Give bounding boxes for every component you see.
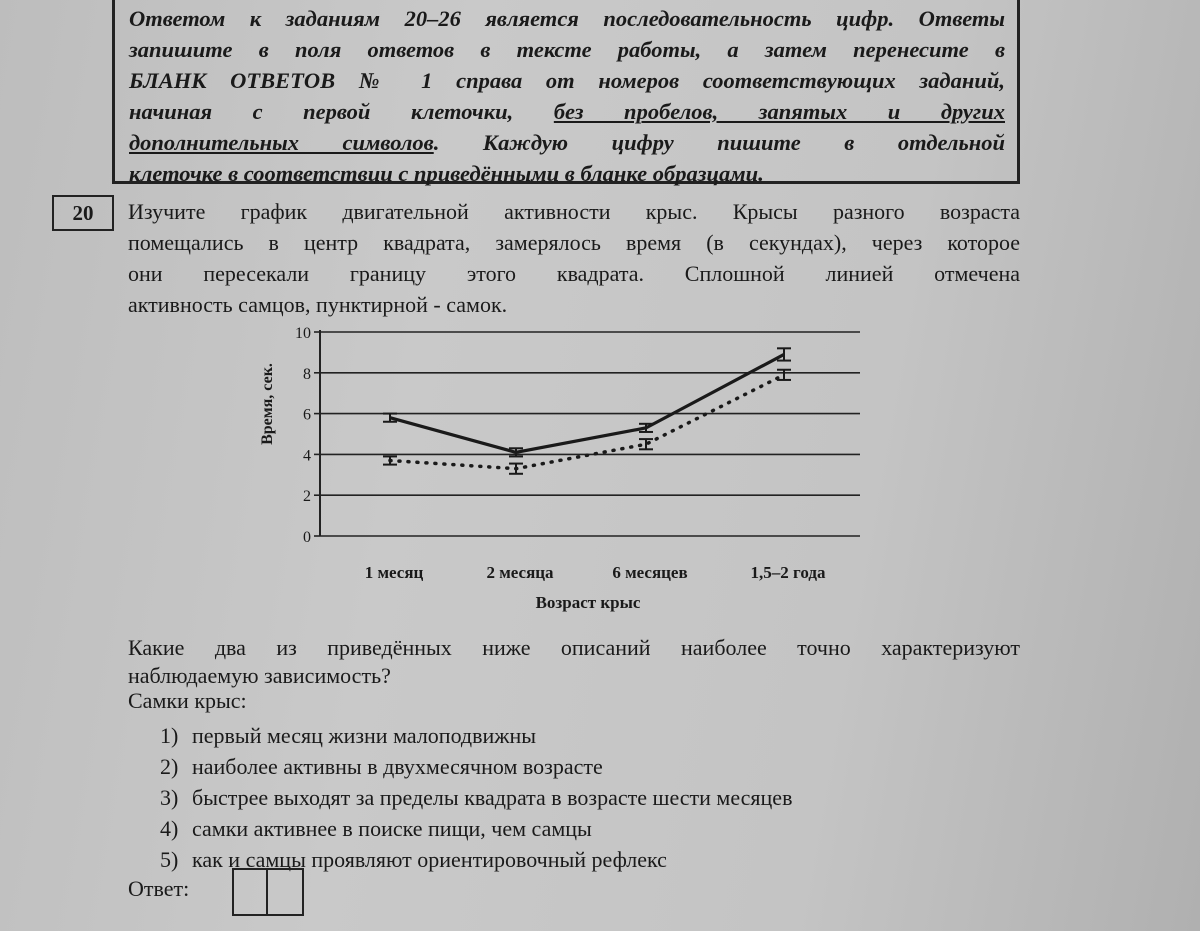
x-axis-label: Возраст крыс xyxy=(535,593,641,612)
x-tick-label: 1 месяц xyxy=(364,563,424,582)
task-line: активность самцов, пунктирной - самок. xyxy=(128,292,508,317)
task-number: 20 xyxy=(52,195,114,231)
instruction-line: начиная с первой клеточки, без пробелов, запятых и других xyxy=(129,99,1005,124)
instruction-line: клеточке в соответствии с приведёнными в бланке образцами. xyxy=(129,161,764,186)
activity-chart xyxy=(250,318,870,623)
series-line-males xyxy=(390,354,784,452)
option-item: 4) самки активнее в поиске пищи, чем самцы xyxy=(160,816,592,841)
task-line: помещались в центр квадрата, замерялось время (в секундах), через которое xyxy=(128,230,1020,255)
answer-cell-1[interactable] xyxy=(232,868,268,916)
instruction-line: запишите в поля ответов в тексте работы, а затем перенесите в xyxy=(129,37,1005,62)
task-description xyxy=(128,196,1020,320)
answer-label: Ответ: xyxy=(128,876,190,901)
option-item: 3) быстрее выходят за пределы квадрата в возрасте шести месяцев xyxy=(160,785,793,810)
instructions-box xyxy=(112,0,1020,184)
instruction-line: Ответом к заданиям 20–26 является последовательность цифр. Ответы xyxy=(129,6,1005,31)
question-line: Какие два из приведённых ниже описаний наиболее точно характеризуют xyxy=(128,635,1020,660)
question-text xyxy=(128,634,1020,690)
task-line: Изучите график двигательной активности крыс. Крысы разного возраста xyxy=(128,199,1020,224)
instruction-line: БЛАНК ОТВЕТОВ № 1 справа от номеров соответствующих заданий, xyxy=(129,68,1005,93)
y-tick-label: 0 xyxy=(303,529,311,546)
option-item: 5) как и самцы проявляют ориентировочный рефлекс xyxy=(160,847,667,872)
instruction-line: дополнительных символов. Каждую цифру пишите в отдельной xyxy=(129,130,1005,155)
x-tick-label: 1,5–2 года xyxy=(750,563,826,582)
x-tick-label: 6 месяцев xyxy=(612,563,688,582)
y-tick-label: 10 xyxy=(295,325,311,342)
y-tick-label: 8 xyxy=(303,365,311,383)
answer-box xyxy=(232,868,304,916)
question-line: наблюдаемую зависимость? xyxy=(128,663,391,688)
task-line: они пересекали границу этого квадрата. Сплошной линией отмечена xyxy=(128,261,1020,286)
y-tick-label: 2 xyxy=(303,488,311,506)
y-tick-label: 6 xyxy=(303,406,311,424)
y-tick-label: 4 xyxy=(303,447,311,465)
option-item: 2) наиболее активны в двухмесячном возрасте xyxy=(160,754,603,779)
option-item: 1) первый месяц жизни малоподвижны xyxy=(160,723,537,748)
x-tick-label: 2 месяца xyxy=(486,563,554,582)
y-axis-label: Время, сек. xyxy=(259,363,276,445)
options-subtitle: Самки крыс: xyxy=(128,688,247,713)
answer-cell-2[interactable] xyxy=(268,868,304,916)
options-list xyxy=(160,720,792,875)
